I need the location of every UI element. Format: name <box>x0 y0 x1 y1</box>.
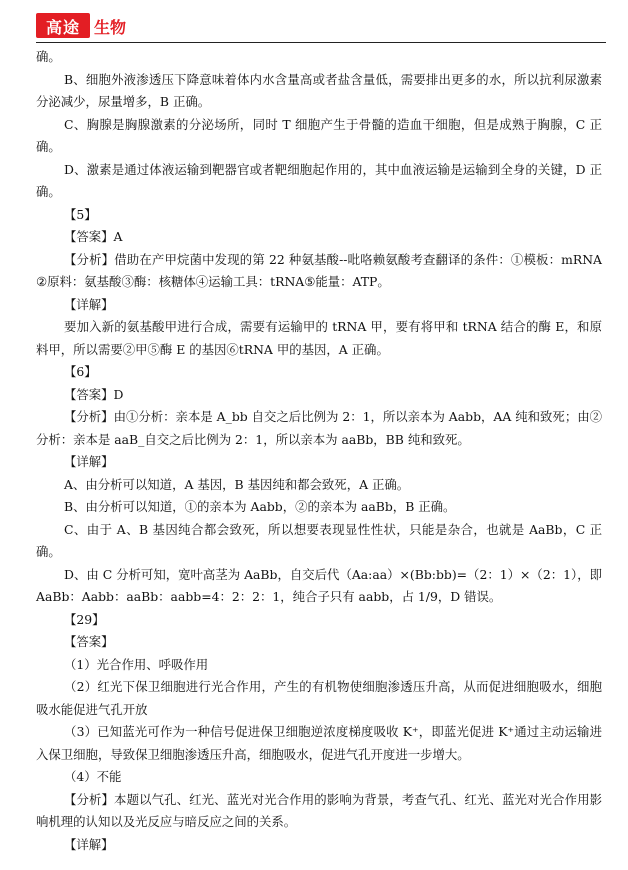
answer-label: 【答案】 <box>64 634 114 649</box>
explanation-label: 【详解】 <box>64 836 114 852</box>
answer-item: （3）已知蓝光可作为一种信号促进保卫细胞逆浓度梯度吸收 K⁺，即蓝光促进 K⁺通过主动运输进入保卫细胞，导致保卫细胞渗透压升高，细胞吸水，促进气孔开度进一步增大。 <box>36 724 602 762</box>
paragraph: C、胸腺是胸腺激素的分泌场所，同时 T 细胞产生于骨髓的造血干细胞，但是成熟于胸腺，C 正确。 <box>36 116 602 154</box>
paragraph: 要加入新的氨基酸甲进行合成，需要有运输甲的 tRNA 甲，要有将甲和 tRNA 结合的酶 E，和原料甲，所以需要②甲⑤酶 E 的基因⑥tRNA 甲的基因，A 正确。 <box>36 319 602 357</box>
paragraph: D、由 C 分析可知，宽叶高茎为 AaBb，自交后代（Aa:aa）×(Bb:bb)=（2：1）×（2：1），即 AaBb：Aabb：aaBb：aabb=4：2：2：1，纯合子只有 aabb，占 1/9，D 错误。 <box>36 566 602 604</box>
question-number: 【6】 <box>64 364 97 379</box>
subject-label: 生物 <box>94 18 127 37</box>
paragraph: B、细胞外液渗透压下降意味着体内水含量高或者盐含量低，需要排出更多的水，所以抗利尿激素分泌减少，尿量增多，B 正确。 <box>36 71 602 109</box>
answer-item: （4）不能 <box>64 769 122 784</box>
explanation-label: 【详解】 <box>64 454 114 469</box>
header-divider <box>36 42 606 43</box>
paragraph: A、由分析可以知道，A 基因，B 基因纯和都会致死，A 正确。 <box>64 476 410 492</box>
explanation-label: 【详解】 <box>64 296 114 312</box>
paragraph: D、激素是通过体液运输到靶器官或者靶细胞起作用的，其中血液运输是运输到全身的关键，D 正确。 <box>36 161 602 199</box>
paragraph: B、由分析可以知道，①的亲本为 Aabb，②的亲本为 aaBb，B 正确。 <box>64 499 456 514</box>
answer-label: 【答案】A <box>64 229 123 244</box>
question-number: 【5】 <box>64 206 97 222</box>
paragraph: C、由于 A、B 基因纯合都会致死，所以想要表现显性性状，只能是杂合，也就是 AaBb，C 正确。 <box>36 521 602 559</box>
answer-label: 【答案】D <box>64 386 124 402</box>
brand-logo <box>36 13 90 38</box>
question-number: 【29】 <box>64 611 105 627</box>
answer-item: （1）光合作用、呼吸作用 <box>64 656 209 672</box>
analysis-paragraph: 【分析】借助在产甲烷菌中发现的第 22 种氨基酸--吡咯赖氨酸考查翻译的条件：①模板：mRNA ②原料：氨基酸③酶：核糖体④运输工具：tRNA⑤能量：ATP。 <box>36 251 602 289</box>
brand-name: 高途 <box>45 18 80 37</box>
page-header <box>36 13 606 41</box>
analysis-paragraph: 【分析】由①分析：亲本是 A_bb 自交之后比例为 2：1，所以亲本为 Aabb，AA 纯和致死；由②分析：亲本是 aaB_自交之后比例为 2：1，所以亲本为 aaBb，BB 纯和致死。 <box>36 409 602 447</box>
document-body <box>36 46 602 856</box>
answer-item: （2）红光下保卫细胞进行光合作用，产生的有机物使细胞渗透压升高，从而促进细胞吸水，细胞吸水能促进气孔开放 <box>36 679 602 717</box>
paragraph: 确。 <box>36 49 61 64</box>
analysis-paragraph: 【分析】本题以气孔、红光、蓝光对光合作用的影响为背景，考查气孔、红光、蓝光对光合作用影响机理的认知以及光反应与暗反应之间的关系。 <box>36 791 602 829</box>
